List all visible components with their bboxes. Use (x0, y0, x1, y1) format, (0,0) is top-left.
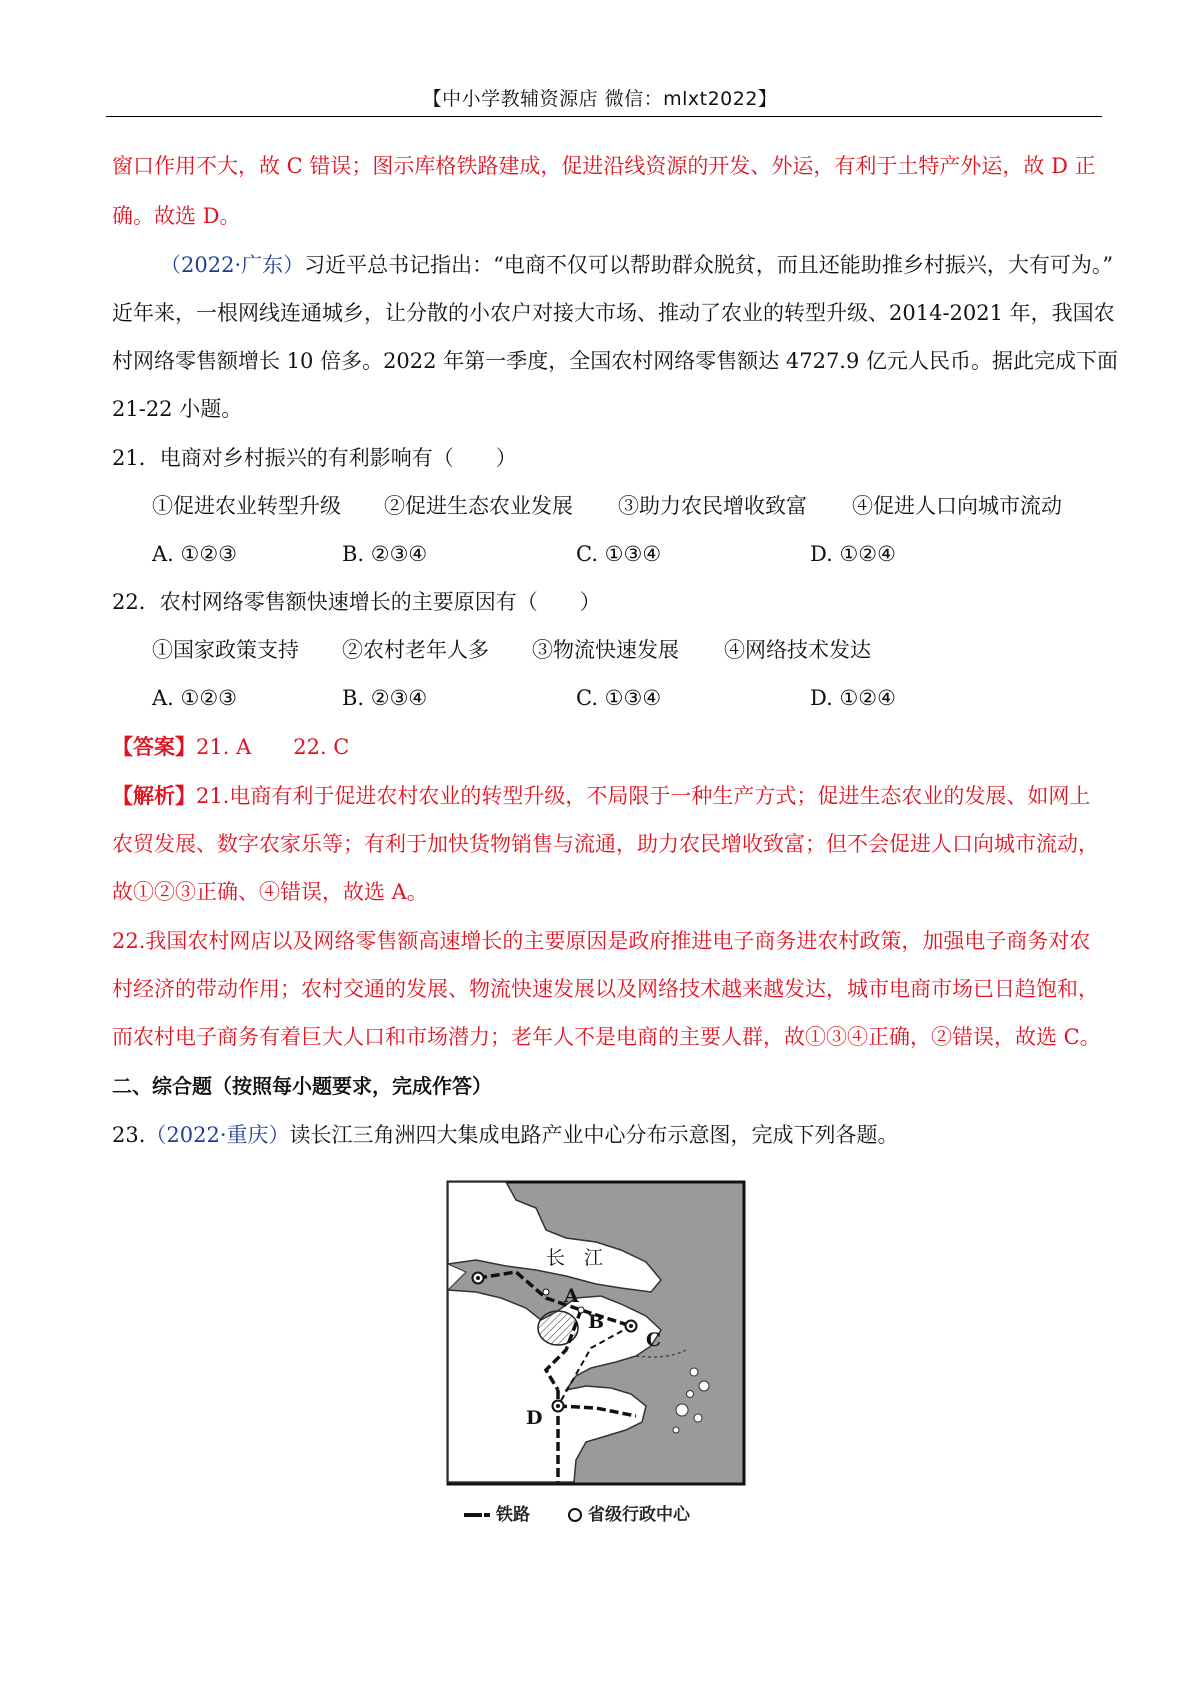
q21-option-3: ③助力农民增收致富 (618, 494, 807, 518)
analysis-label: 【解析】 (112, 783, 196, 808)
q22-option-4: ④网络技术发达 (724, 638, 871, 662)
yangtze-delta-map (446, 1180, 746, 1520)
capital-shanghai-dot (629, 1324, 633, 1328)
legend-capital-label: 省级行政中心 (588, 1505, 690, 1525)
q21-option-4: ④促进人口向城市流动 (852, 494, 1062, 518)
label-a: A (564, 1285, 579, 1307)
town-b (578, 1307, 584, 1313)
railway-legend-icon-tail (484, 1513, 490, 1517)
header-rule (106, 116, 1102, 117)
capital-hangzhou-dot (556, 1404, 560, 1408)
legend-capital (568, 1500, 690, 1525)
town-a (543, 1289, 549, 1295)
q23-text: 读长江三角洲四大集成电路产业中心分布示意图，完成下列各题。 (289, 1123, 899, 1147)
island-2 (699, 1381, 709, 1391)
analysis-line-4: 22.我国农村网店以及网络零售额高速增长的主要原因是政府推进电子商务进农村政策，加强电子商务对农 (112, 929, 1091, 953)
q22-option-1: ①国家政策支持 (152, 638, 299, 662)
taihu-lake (538, 1311, 578, 1345)
island-6 (673, 1427, 679, 1433)
analysis-line-2: 农贸发展、数字农家乐等；有利于加快货物销售与流通，助力农民增收致富；但不会促进人口向城市流动， (112, 832, 1099, 856)
island-3 (687, 1391, 694, 1398)
analysis-line-5: 村经济的带动作用；农村交通的发展、物流快速发展以及网络技术越来越发达，城市电商市场已日趋饱和， (112, 977, 1099, 1001)
island-4 (676, 1404, 688, 1416)
q22-choice-c: C. ①③④ (576, 686, 662, 710)
q23-source: （2022·重庆） (145, 1123, 290, 1147)
legend-railway (464, 1500, 530, 1525)
q21-choice-b: B. ②③④ (342, 542, 428, 566)
passage-source: （2022·广东） (160, 253, 305, 277)
q21-option-1: ①促进农业转型升级 (152, 494, 341, 518)
answer-text: 21. A 22. C (196, 735, 350, 759)
prev-explanation-line-2: 确。故选 D。 (112, 204, 241, 228)
q21-choice-d: D. ①②④ (810, 542, 896, 566)
q21-choice-c: C. ①③④ (576, 542, 662, 566)
capital-legend-icon (568, 1508, 582, 1522)
label-b: B (588, 1311, 605, 1333)
river-label: 长 江 (546, 1247, 604, 1269)
answer-label: 【答案】 (112, 734, 196, 759)
passage-line-1 (160, 250, 1113, 280)
section-title: 二、综合题（按照每小题要求，完成作答） (112, 1074, 492, 1098)
passage-line-1-text: 习近平总书记指出：“电商不仅可以帮助群众脱贫，而且还能助推乡村振兴，大有可为。” (304, 253, 1114, 277)
q22-choice-a: A. ①②③ (152, 686, 237, 710)
q22-option-3: ③物流快速发展 (532, 638, 679, 662)
prev-explanation-line-1: 窗口作用不大，故 C 错误；图示库格铁路建成，促进沿线资源的开发、外运，有利于土特产外运，故 D 正 (112, 154, 1096, 178)
passage-line-2: 近年来，一根网线连通城乡，让分散的小农户对接大市场、推动了农业的转型升级、2014-2021 年，我国农 (112, 301, 1115, 325)
q22-option-2: ②农村老年人多 (342, 638, 489, 662)
page-header: 【中小学教辅资源店 微信：mlxt2022】 (422, 88, 778, 110)
passage-line-3: 村网络零售额增长 10 倍多。2022 年第一季度，全国农村网络零售额达 4727.9 亿元人民币。据此完成下面 (112, 349, 1119, 373)
label-d: D (526, 1407, 543, 1429)
q22-choice-d: D. ①②④ (810, 686, 896, 710)
q23-number: 23. (112, 1123, 146, 1147)
q23-line (112, 1120, 899, 1150)
analysis-line-1 (112, 781, 1090, 811)
q21-choice-a: A. ①②③ (152, 542, 237, 566)
q21-option-2: ②促进生态农业发展 (384, 494, 573, 518)
q22-choice-b: B. ②③④ (342, 686, 428, 710)
island-1 (690, 1368, 698, 1376)
map-svg (446, 1180, 746, 1490)
passage-line-4: 21-22 小题。 (112, 397, 243, 421)
answer-line (112, 732, 349, 762)
analysis-line-1-text: 21.电商有利于促进农村农业的转型升级，不局限于一种生产方式；促进生态农业的发展、如网上 (196, 784, 1091, 808)
label-c: C (646, 1329, 662, 1351)
q21-stem: 21．电商对乡村振兴的有利影响有（ ） (112, 446, 517, 470)
q22-stem: 22．农村网络零售额快速增长的主要原因有（ ） (112, 590, 601, 614)
railway-legend-icon (464, 1513, 482, 1517)
capital-nanjing-dot (476, 1276, 480, 1280)
legend-railway-label: 铁路 (496, 1505, 530, 1525)
analysis-line-3: 故①②③正确、④错误，故选 A。 (112, 880, 428, 904)
island-5 (694, 1414, 702, 1422)
analysis-line-6: 而农村电子商务有着巨大人口和市场潜力；老年人不是电商的主要人群，故①③④正确，②错误，故选 C。 (112, 1025, 1101, 1049)
